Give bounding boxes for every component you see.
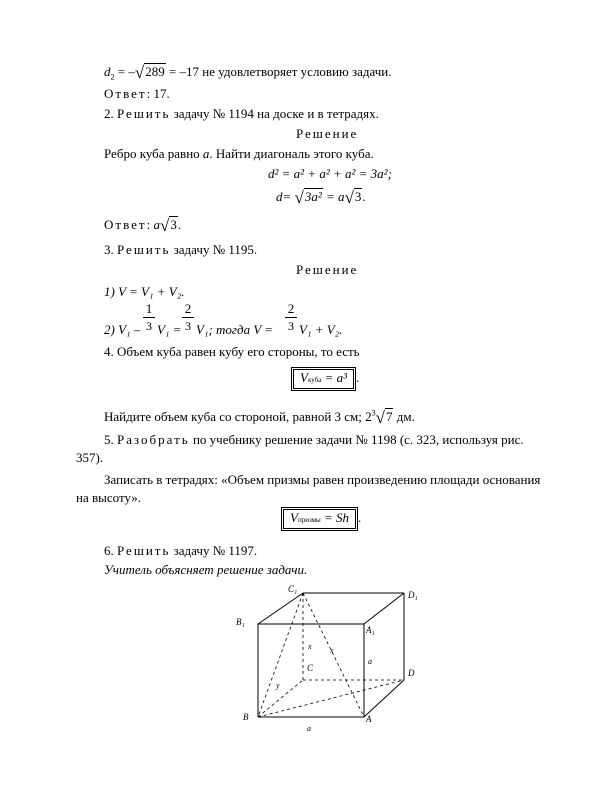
- text: .: [358, 510, 362, 525]
- task-3: [104, 242, 257, 258]
- task-verb: Решить: [117, 242, 171, 257]
- answer-label: Ответ: [104, 217, 147, 232]
- task-number: 6.: [104, 543, 117, 558]
- formula-cube-volume: [291, 367, 359, 391]
- formula-rhs: = Sh: [320, 510, 350, 525]
- formula-rhs: = a³: [321, 370, 348, 385]
- text: :: [146, 217, 154, 232]
- var-v: V: [300, 370, 308, 385]
- find-volume: [104, 409, 415, 426]
- item-2-part-b: V₁ =: [157, 322, 182, 337]
- cube-root-7: $^3$√7: [371, 408, 393, 427]
- radicand: 3: [170, 217, 177, 232]
- edge: [364, 593, 404, 624]
- item-2-part-d: V₁ + V₂.: [299, 322, 343, 337]
- label-a-bottom: a: [307, 724, 311, 733]
- cube-pyramid-figure: [0, 580, 612, 780]
- item-2-part-c: V₁; тогда V =: [196, 322, 274, 337]
- subscript: 2: [110, 72, 115, 82]
- equation-d-squared: d² = a² + a² + a² = 3a²;: [268, 166, 392, 181]
- radicand: 3a²: [304, 189, 322, 204]
- subscript: куба: [307, 376, 322, 384]
- fraction-2-3-a: [182, 302, 194, 333]
- equation-d: [276, 189, 366, 206]
- label-a1: A₁: [366, 625, 375, 635]
- var-a: a: [153, 217, 160, 232]
- line-d2-rejected: [104, 64, 392, 81]
- task-text: задачу № 1194 на доске и в тетрадях.: [170, 106, 379, 121]
- boxed-formula: [291, 367, 356, 391]
- task-verb: Разобрать: [117, 432, 190, 447]
- label-d1: D₁: [408, 590, 418, 600]
- numerator: 2: [287, 301, 295, 316]
- label-y: y: [276, 681, 280, 690]
- sqrt-3: √3: [344, 188, 362, 207]
- text: Ребро куба равно: [104, 146, 203, 161]
- diagonal: [258, 680, 404, 717]
- denominator: 3: [146, 319, 152, 333]
- denominator: 3: [288, 319, 294, 333]
- item-1: 1) V = V₁ + V₂.: [104, 284, 185, 299]
- write-note-2: на высоту».: [76, 490, 142, 505]
- item-2-part-a: 2) V₁ –: [104, 322, 141, 337]
- numerator: 1: [145, 301, 153, 316]
- sqrt-289: √289: [134, 63, 165, 82]
- text: дм.: [393, 409, 415, 424]
- task-number: 5.: [104, 432, 117, 447]
- text: = –: [114, 64, 135, 79]
- label-a-right: a: [368, 657, 372, 666]
- label-x-2: x: [330, 646, 334, 655]
- label-x-1: x: [308, 642, 312, 651]
- radicand: 7: [385, 409, 393, 424]
- task-5-cont: 357).: [76, 450, 104, 465]
- pyramid-edge: [258, 593, 303, 717]
- text: . Найти диагональ этого куба.: [209, 146, 374, 161]
- sqrt-3: √3: [159, 216, 177, 235]
- fraction-2-3-b: [285, 302, 297, 333]
- task-2-problem: [104, 146, 374, 162]
- pyramid-edge: [303, 593, 364, 717]
- text: .: [356, 370, 360, 385]
- text: .: [362, 189, 366, 204]
- task-text: по учебнику решение задачи № 1198 (с. 323, используя рис.: [189, 432, 524, 447]
- text: .: [177, 217, 182, 232]
- label-a: A: [366, 714, 372, 724]
- label-d: D: [408, 668, 415, 678]
- formula-prism-volume: [281, 507, 361, 531]
- label-c1: C₁: [288, 584, 298, 594]
- task-6: [104, 543, 257, 559]
- task-verb: Решить: [117, 543, 171, 558]
- label-b1: B₁: [236, 617, 245, 627]
- label-c: C: [307, 663, 314, 673]
- edge: [258, 593, 303, 624]
- answer-label: Ответ: [104, 86, 147, 101]
- numerator: 2: [184, 301, 192, 316]
- root-index: 3: [371, 408, 376, 418]
- text: = a: [322, 189, 345, 204]
- solution-heading-3: Решение: [296, 262, 359, 277]
- task-5: [104, 432, 524, 448]
- item-4: 4. Объем куба равен кубу его стороны, то есть: [104, 344, 360, 359]
- text: Найдите объем куба со стороной, равной 3 см; 2: [104, 409, 372, 424]
- task-text: задачу № 1195.: [170, 242, 258, 257]
- radicand: 3: [354, 189, 362, 204]
- task-2: [104, 106, 379, 122]
- text: d=: [276, 189, 295, 204]
- subscript: призмы: [297, 516, 321, 524]
- answer-value: : 17.: [146, 86, 170, 101]
- fraction-1-3: [143, 302, 155, 333]
- text: = –17 не удовлетворяет условию задачи.: [165, 64, 392, 79]
- task-text: задачу № 1197.: [170, 543, 258, 558]
- var-v: V: [290, 510, 298, 525]
- edge: [364, 680, 404, 717]
- label-b: B: [243, 712, 249, 722]
- boxed-formula: [281, 507, 358, 531]
- task-verb: Решить: [117, 106, 171, 121]
- answer-2: [104, 217, 181, 234]
- var-d: d: [104, 64, 111, 79]
- task-number: 2.: [104, 106, 117, 121]
- var-a: a: [202, 146, 210, 161]
- hidden-edge: [258, 680, 303, 717]
- radicand: 289: [145, 64, 165, 79]
- task-number: 3.: [104, 242, 117, 257]
- denominator: 3: [185, 319, 191, 333]
- solution-heading-2: Решение: [296, 126, 359, 141]
- teacher-note: Учитель объясняет решение задачи.: [104, 562, 308, 577]
- answer-1: [104, 86, 170, 102]
- sqrt-3a2: √3a²: [294, 188, 322, 207]
- write-note-1: Записать в тетрадях: «Объем призмы равен произведению площади основания: [104, 472, 541, 487]
